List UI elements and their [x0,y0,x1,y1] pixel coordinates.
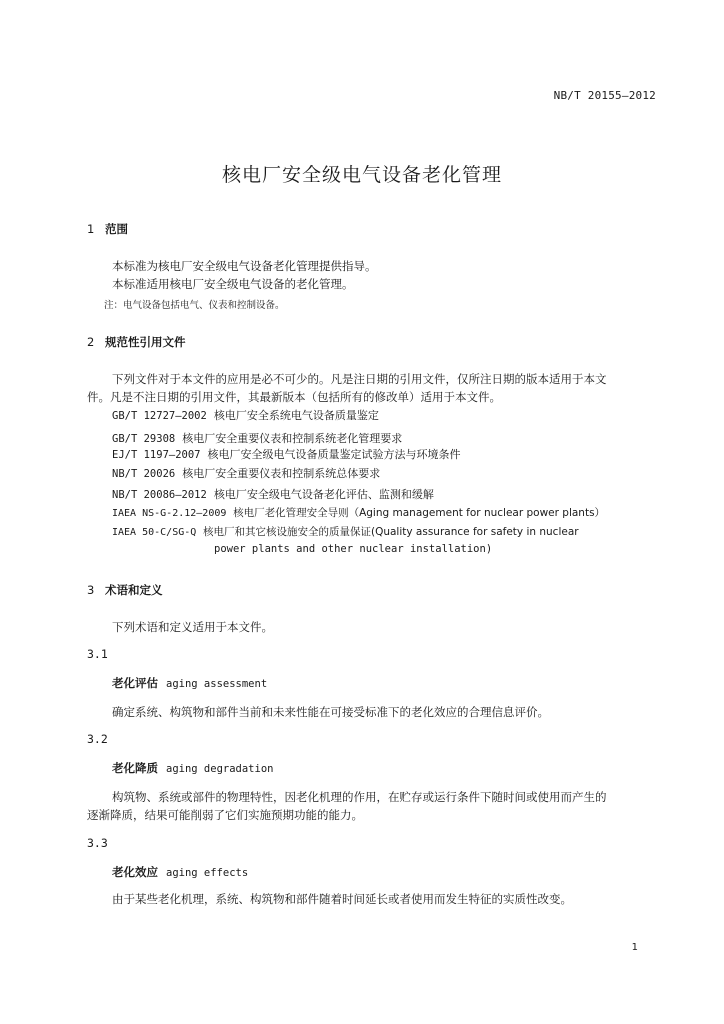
reference-continuation: power plants and other nuclear installation) [214,543,493,555]
section-title: 术语和定义 [105,583,163,597]
term-definition-line-2: 逐渐降质，结果可能削弱了它们实施预期功能的能力。 [87,808,363,822]
document-title: 核电厂安全级电气设备老化管理 [221,164,502,186]
reference-title: 核电厂安全系统电气设备质量鉴定 [213,409,379,422]
reference-title: 核电厂安全重要仪表和控制系统老化管理要求 [182,432,403,445]
section-2-heading [87,334,186,350]
term-english: aging degradation [166,763,274,775]
reference-title: 核电厂和其它核设施安全的质量保证(Quality assurance for safety in nuclear [202,526,579,538]
term-number: 3.1 [87,647,108,661]
term-definition: 由于某些老化机理，系统、构筑物和部件随着时间延长或者使用而发生特征的实质性改变。 [112,892,572,906]
reference-code: NB/T 20086—2012 [112,489,207,501]
reference-title: 核电厂安全级电气设备质量鉴定试验方法与环境条件 [207,448,461,461]
term-number: 3.2 [87,732,108,746]
term-heading [112,864,248,880]
term-english: aging effects [166,867,249,879]
term-chinese: 老化效应 [112,865,158,879]
section-number: 1 [87,222,95,236]
scope-note: 注：电气设备包括电气、仪表和控制设备。 [104,300,285,311]
term-english: aging assessment [166,678,268,690]
term-definition: 确定系统、构筑物和部件当前和未来性能在可接受标准下的老化效应的合理信息评价。 [112,705,549,719]
section-title: 规范性引用文件 [105,335,186,349]
reference-code: NB/T 20026 [112,468,176,480]
reference-code: IAEA NS-G-2.12—2009 [112,508,227,519]
reference-code: IAEA 50-C/SG-Q [112,527,197,538]
terms-intro: 下列术语和定义适用于本文件。 [112,620,273,634]
term-heading [112,675,267,691]
reference-item [112,524,579,539]
term-chinese: 老化降质 [112,761,158,775]
scope-paragraph-1: 本标准为核电厂安全级电气设备老化管理提供指导。 [112,259,377,273]
section-3-heading [87,582,163,598]
section-number: 2 [87,335,95,349]
reference-item [112,505,605,520]
scope-paragraph-2: 本标准适用核电厂安全级电气设备的老化管理。 [112,277,354,291]
reference-item [112,407,379,423]
term-definition-line-1: 构筑物、系统或部件的物理特性，因老化机理的作用，在贮存或运行条件下随时间或使用而产生的 [112,790,607,804]
reference-code: EJ/T 1197—2007 [112,449,201,461]
page-number: 1 [631,942,638,953]
section-1-heading [87,221,128,237]
reference-item [112,446,461,462]
reference-title: 核电厂老化管理安全导则（Aging management for nuclear power plants） [233,507,606,519]
reference-title: 核电厂安全重要仪表和控制系统总体要求 [182,467,381,480]
reference-item [112,430,402,446]
term-heading [112,760,273,776]
reference-code: GB/T 12727—2002 [112,410,207,422]
term-number: 3.3 [87,836,108,850]
reference-title: 核电厂安全级电气设备老化评估、监测和缓解 [213,488,434,501]
reference-code: GB/T 29308 [112,433,176,445]
reference-item [112,486,434,502]
section-number: 3 [87,583,95,597]
term-chinese: 老化评估 [112,676,158,690]
reference-item [112,465,380,481]
references-intro-line-2: 件。凡是不注日期的引用文件，其最新版本（包括所有的修改单）适用于本文件。 [87,390,501,404]
standard-code: NB/T 20155—2012 [553,89,656,102]
references-intro-line-1: 下列文件对于本文件的应用是必不可少的。凡是注日期的引用文件，仅所注日期的版本适用于本文 [112,372,607,386]
section-title: 范围 [105,222,128,236]
